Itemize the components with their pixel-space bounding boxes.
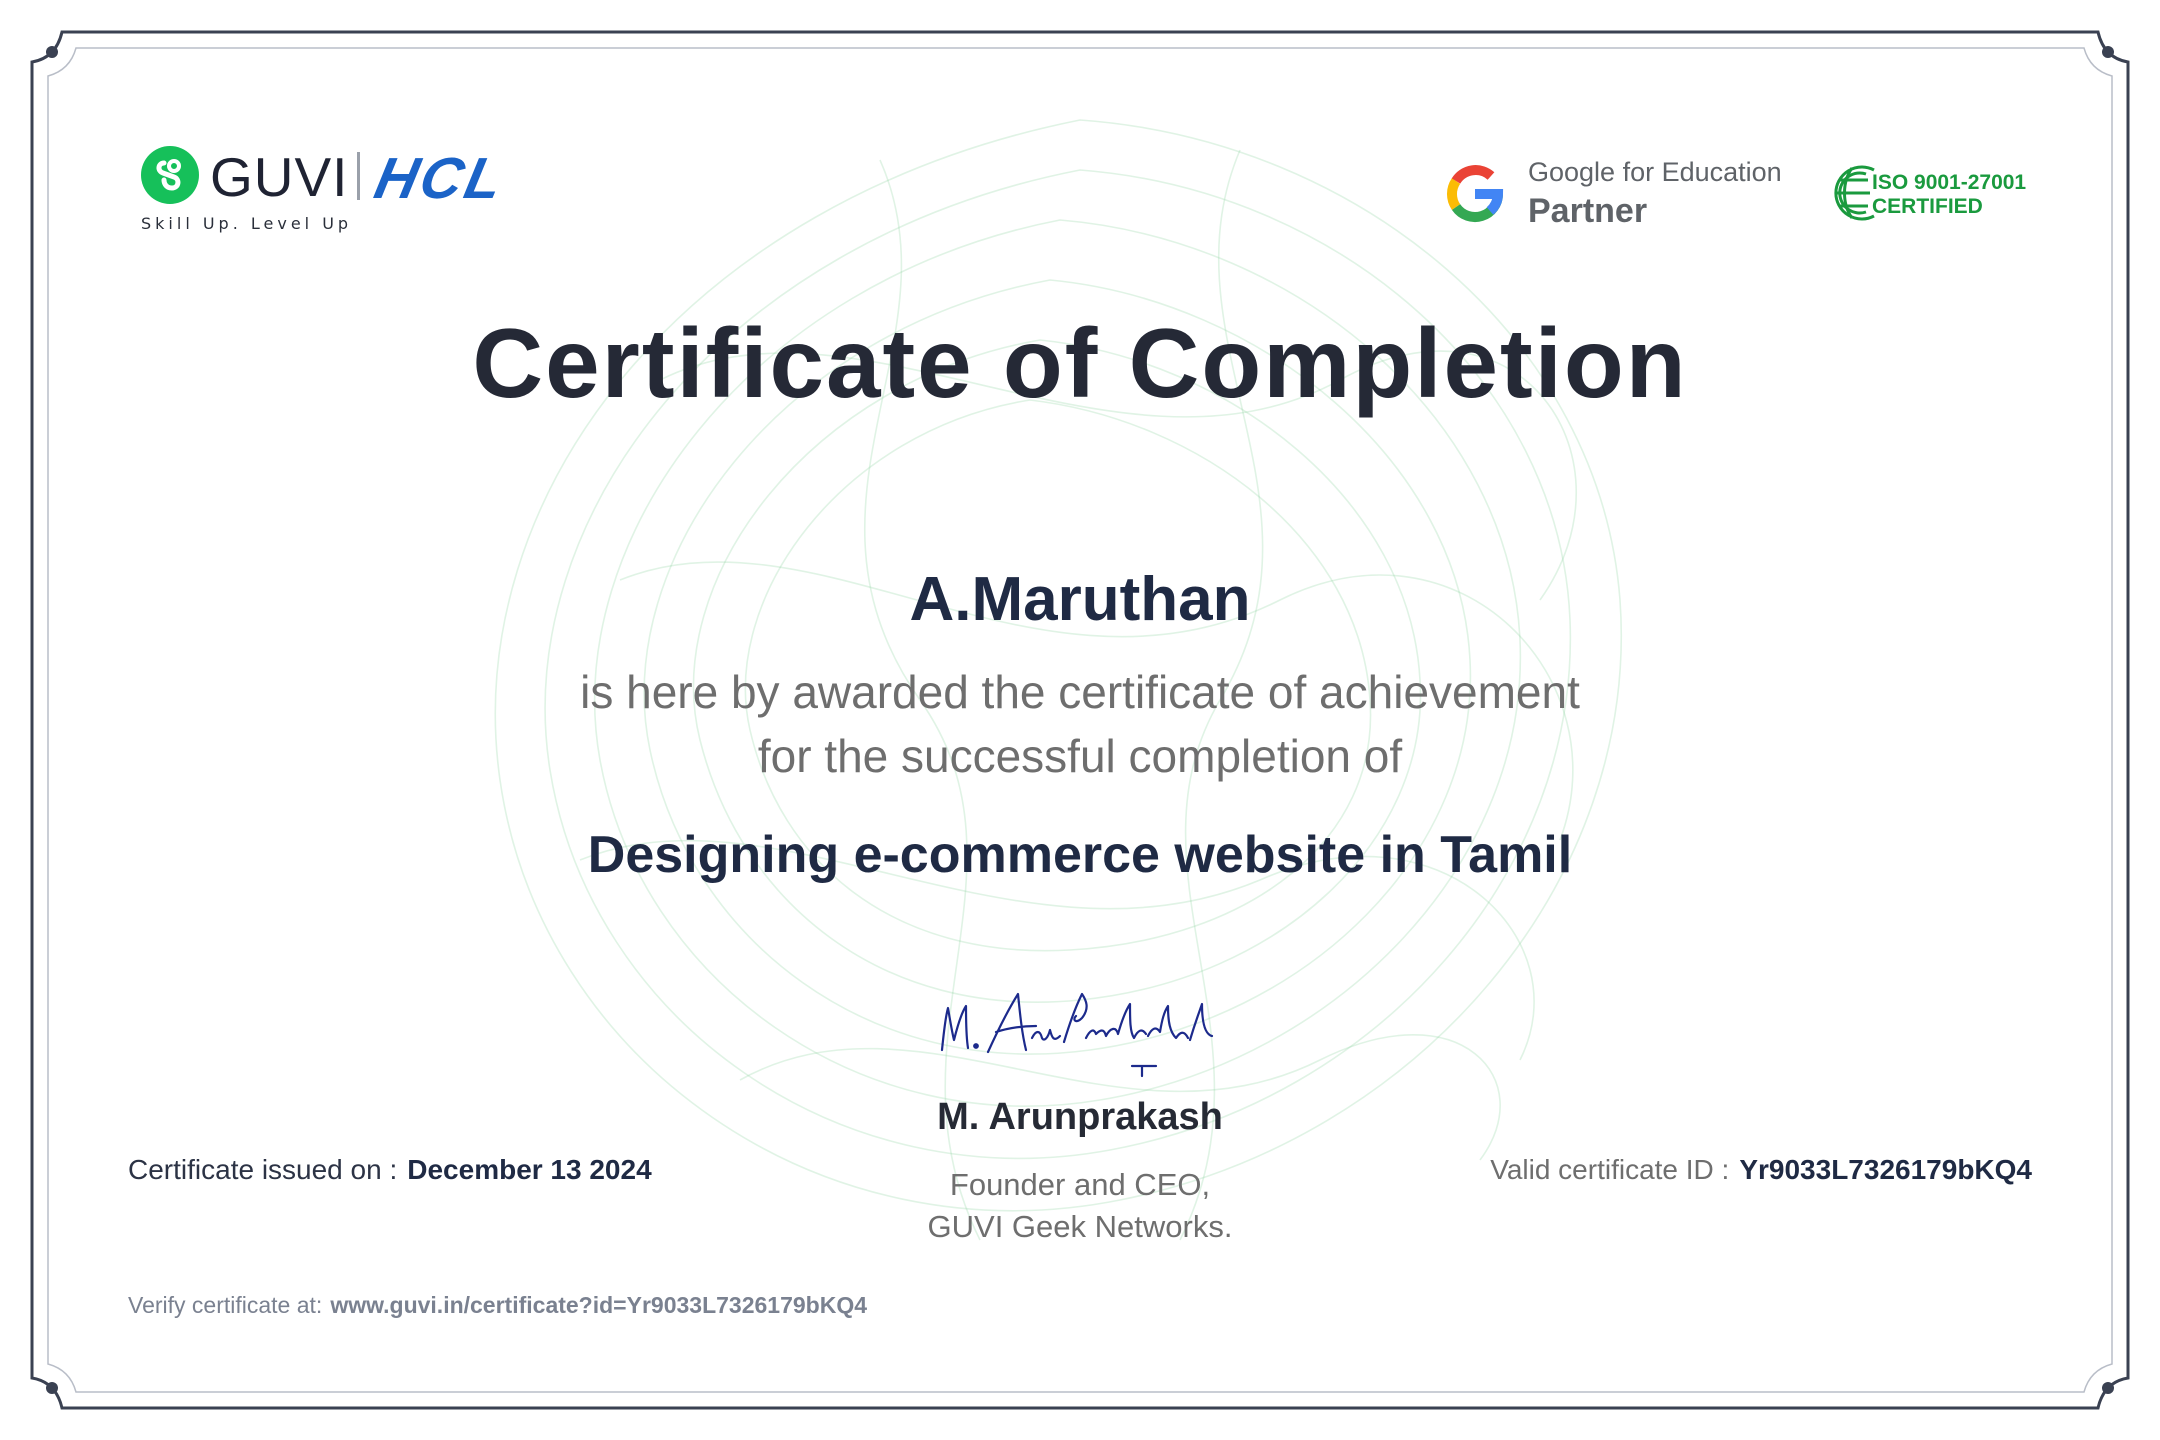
signatory-role-line-2: GUVI Geek Networks. xyxy=(927,1209,1233,1244)
recipient-name: A.Maruthan xyxy=(909,565,1251,634)
award-line-2: for the successful completion of xyxy=(757,730,1403,782)
logo-divider xyxy=(357,152,360,200)
certificate-title: Certificate of Completion xyxy=(472,308,1688,418)
issue-date-value: December 13 2024 xyxy=(407,1154,652,1185)
verify-link-row xyxy=(128,1288,867,1322)
guvi-tagline: Skill Up. Level Up xyxy=(141,214,353,233)
google-g-icon xyxy=(1444,163,1506,225)
award-statement xyxy=(0,660,2160,788)
certificate-id-field xyxy=(1490,1150,2032,1190)
guvi-brand-name: GUVI xyxy=(210,146,349,208)
google-education-label: Google for Education xyxy=(1528,157,1782,187)
award-line-1: is here by awarded the certificate of achievement xyxy=(580,666,1580,718)
signatory-name: M. Arunprakash xyxy=(937,1096,1223,1138)
iso-standard-label: ISO 9001-27001 xyxy=(1872,171,2027,194)
hcl-brand-name: HCL xyxy=(369,146,512,211)
guvi-logo-icon xyxy=(141,146,199,204)
google-partner-label: Partner xyxy=(1528,192,1648,230)
signatory-role-line-1: Founder and CEO, xyxy=(949,1167,1211,1202)
verify-url-link[interactable]: www.guvi.in/certificate?id=Yr9033L7326179bKQ4 xyxy=(330,1292,867,1318)
certificate-id-label: Valid certificate ID : xyxy=(1490,1154,1730,1185)
iso-certified-label: CERTIFIED xyxy=(1872,195,1983,218)
handwritten-signature xyxy=(936,980,1236,1080)
verify-label: Verify certificate at: xyxy=(128,1292,323,1318)
iso-certification xyxy=(1872,171,2026,219)
certificate-id-value: Yr9033L7326179bKQ4 xyxy=(1739,1154,2032,1185)
course-name: Designing e-commerce website in Tamil xyxy=(587,826,1573,884)
issue-date-label: Certificate issued on : xyxy=(128,1154,398,1185)
issue-date-field xyxy=(128,1150,652,1190)
